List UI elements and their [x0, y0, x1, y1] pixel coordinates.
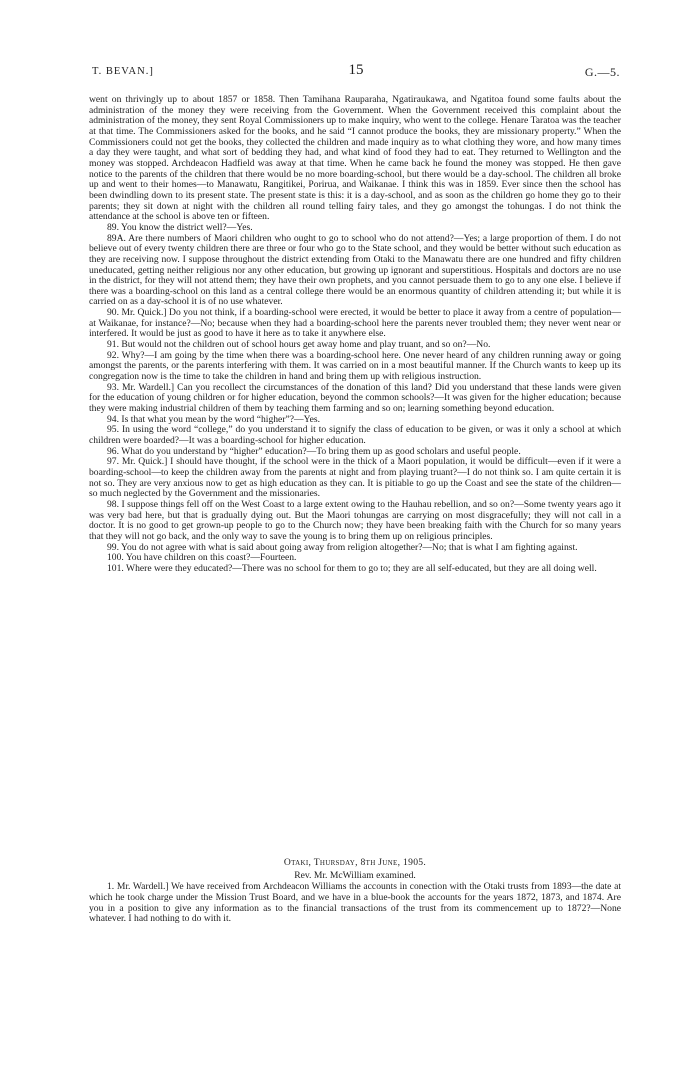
question-96: 96. What do you understand by “higher” education?—To bring them up as good scholars and useful people.: [107, 445, 521, 457]
question-101: 101. Where were they educated?—There was no school for them to go to; they are all self-educated, but they are all doing well.: [107, 562, 597, 574]
question-98: 98. I suppose things fell off on the West Coast to a large extent owing to the Hauhau rebellion, and so on?—Some twenty years ago it was very bad here, but that is gradually dying out. But the Maori tohungas are carrying on most disgracefully; they will not call in a doctor. It is no good to get grown-up people to go to the Church now; they have been breaking faith with the Church for so many years that they will not go back, and the only way to save the young is to bring them up on religious principles.: [89, 498, 621, 542]
question-93: 93. Mr. Wardell.] Can you recollect the circumstances of the donation of this land? Did you understand that these lands were given for the education of young children or for higher education, beyond the common schools?—It was given for the higher education; because they were making industrial children of them by teaching them farming and so on; learning something beyond education.: [89, 381, 621, 415]
question-100: 100. You have children on this coast?—Fourteen.: [107, 552, 297, 564]
question-89a: 89A. Are there numbers of Maori children who ought to go to school who do not attend?—Yes; a large proportion of them. I do not believe out of every twenty children there are three or four who go to the State school, and they would be better without such education as they are receiving now. I suppose throughout the district extending from Otaki to the Manawatu there are one hundred and fifty children uneducated, getting neither religious nor any other education, but growing up ignorant and superstitious. Hospitals and doctors are no use in the district, for they will not attend them; they have their own prophets, and you cannot persuade them to go to any one else. I believe if there was a boarding-school on this land as a central college there would be an enormous quantity of children attending it; but while it is carried on as a day-school it is of no use whatever.: [89, 232, 621, 308]
evidence-body: [89, 95, 621, 575]
paper-series-number: G.—5.: [584, 65, 620, 79]
paragraph-continuation: went on thrivingly up to about 1857 or 1858. Then Tamihana Rauparaha, Ngatiraukawa, and Ngatitoa found some faults about the administration of the money they were receiving from the Government. When the Government received this complaint about the administration of the money, they sent Royal Commissioners up to make inquiry, who went to the college. Henare Taratoa was the teacher at that time. The Commissioners asked for the books, and he said “I cannot produce the books, they are missionary property.” When the Commissioners could not get the books, they collected the children and made inquiry as to what clothing they wore, and how many times a day they were taught, and what sort of bedding they had, and what kind of food they had to eat. They returned to Wellington and the money was stopped. Archdeacon Hadfield was away at that time. When he came back he found the money was stopped. He then gave notice to the parents of the children that there would be no more boarding-school, but there would be a day-school. The children all broke up and went to their homes—to Manawatu, Rangitikei, Porirua, and Waikanae. I think this was in 1859. Ever since then the school has been dwindling down to its present state. The present state is this: it is a day-school, and as soon as the children go home they go to their parents; they sit down at night with the children all round telling fairy tales, and they go amongst the tohungas. I do not think the attendance at the school is above ten or fifteen.: [89, 94, 621, 223]
witness-heading: Rev. Mr. McWilliam examined.: [294, 869, 416, 881]
question-95: 95. In using the word “college,” do you understand it to signify the class of education to be given, or was it only a school at which children were boarded?—It was a boarding-school for higher education.: [89, 424, 621, 446]
header-witness-name: T. BEVAN.]: [92, 66, 154, 77]
page-header: [92, 62, 620, 82]
question-97: 97. Mr. Quick.] I should have thought, if the school were in the thick of a Maori population, it would be difficult—even if it were a boarding-school—to keep the children away from the parents at night and from playing truant?—I do not think so. I am quite certain it is not so. They are very anxious now to get as high education as they can. It is pitiable to go up the Coast and see the state of the children—so much neglected by the Government and the missionaries.: [89, 456, 621, 500]
question-89: 89. You know the district well?—Yes.: [107, 221, 253, 233]
session-heading: Otaki, Thursday, 8th June, 1905.: [283, 857, 427, 868]
question-92: 92. Why?—I am going by the time when there was a boarding-school here. One never heard of any children running away or going amongst the parents, or the parents interfering with them. It was carried on in a most beautiful manner. If the Church wants to keep up its congregation now is the time to take the children in hand and bring them up with religious instruction.: [89, 349, 621, 383]
question-94: 94. Is that what you mean by the word “higher”?—Yes.: [107, 413, 320, 425]
page-number: 15: [348, 62, 364, 78]
session-question-1: 1. Mr. Wardell.] We have received from Archdeacon Williams the accounts in conection with the Otaki trusts from 1893—the date at which he took charge under the Mission Trust Board, and we have in a blue-book the accounts for the years 1872, 1873, and 1874. Are you in a position to give any information as to the financial transactions of the trust from its commencement up to 1872?—None whatever. I had nothing to do with it.: [89, 881, 621, 925]
new-session-section: [89, 858, 621, 925]
question-91: 91. But would not the children out of school hours get away home and play truant, and so on?—No.: [107, 339, 491, 351]
question-90: 90. Mr. Quick.] Do you not think, if a boarding-school were erected, it would be better to place it away from a centre of population—at Waikanae, for instance?—No; because when they had a boarding-school here the parents never troubled them; they never went near or interfered. It would be just as good to have it here as to take it anywhere else.: [89, 307, 621, 340]
question-99: 99. You do not agree with what is said about going away from religion altogether?—No; that is what I am fighting against.: [107, 541, 578, 553]
